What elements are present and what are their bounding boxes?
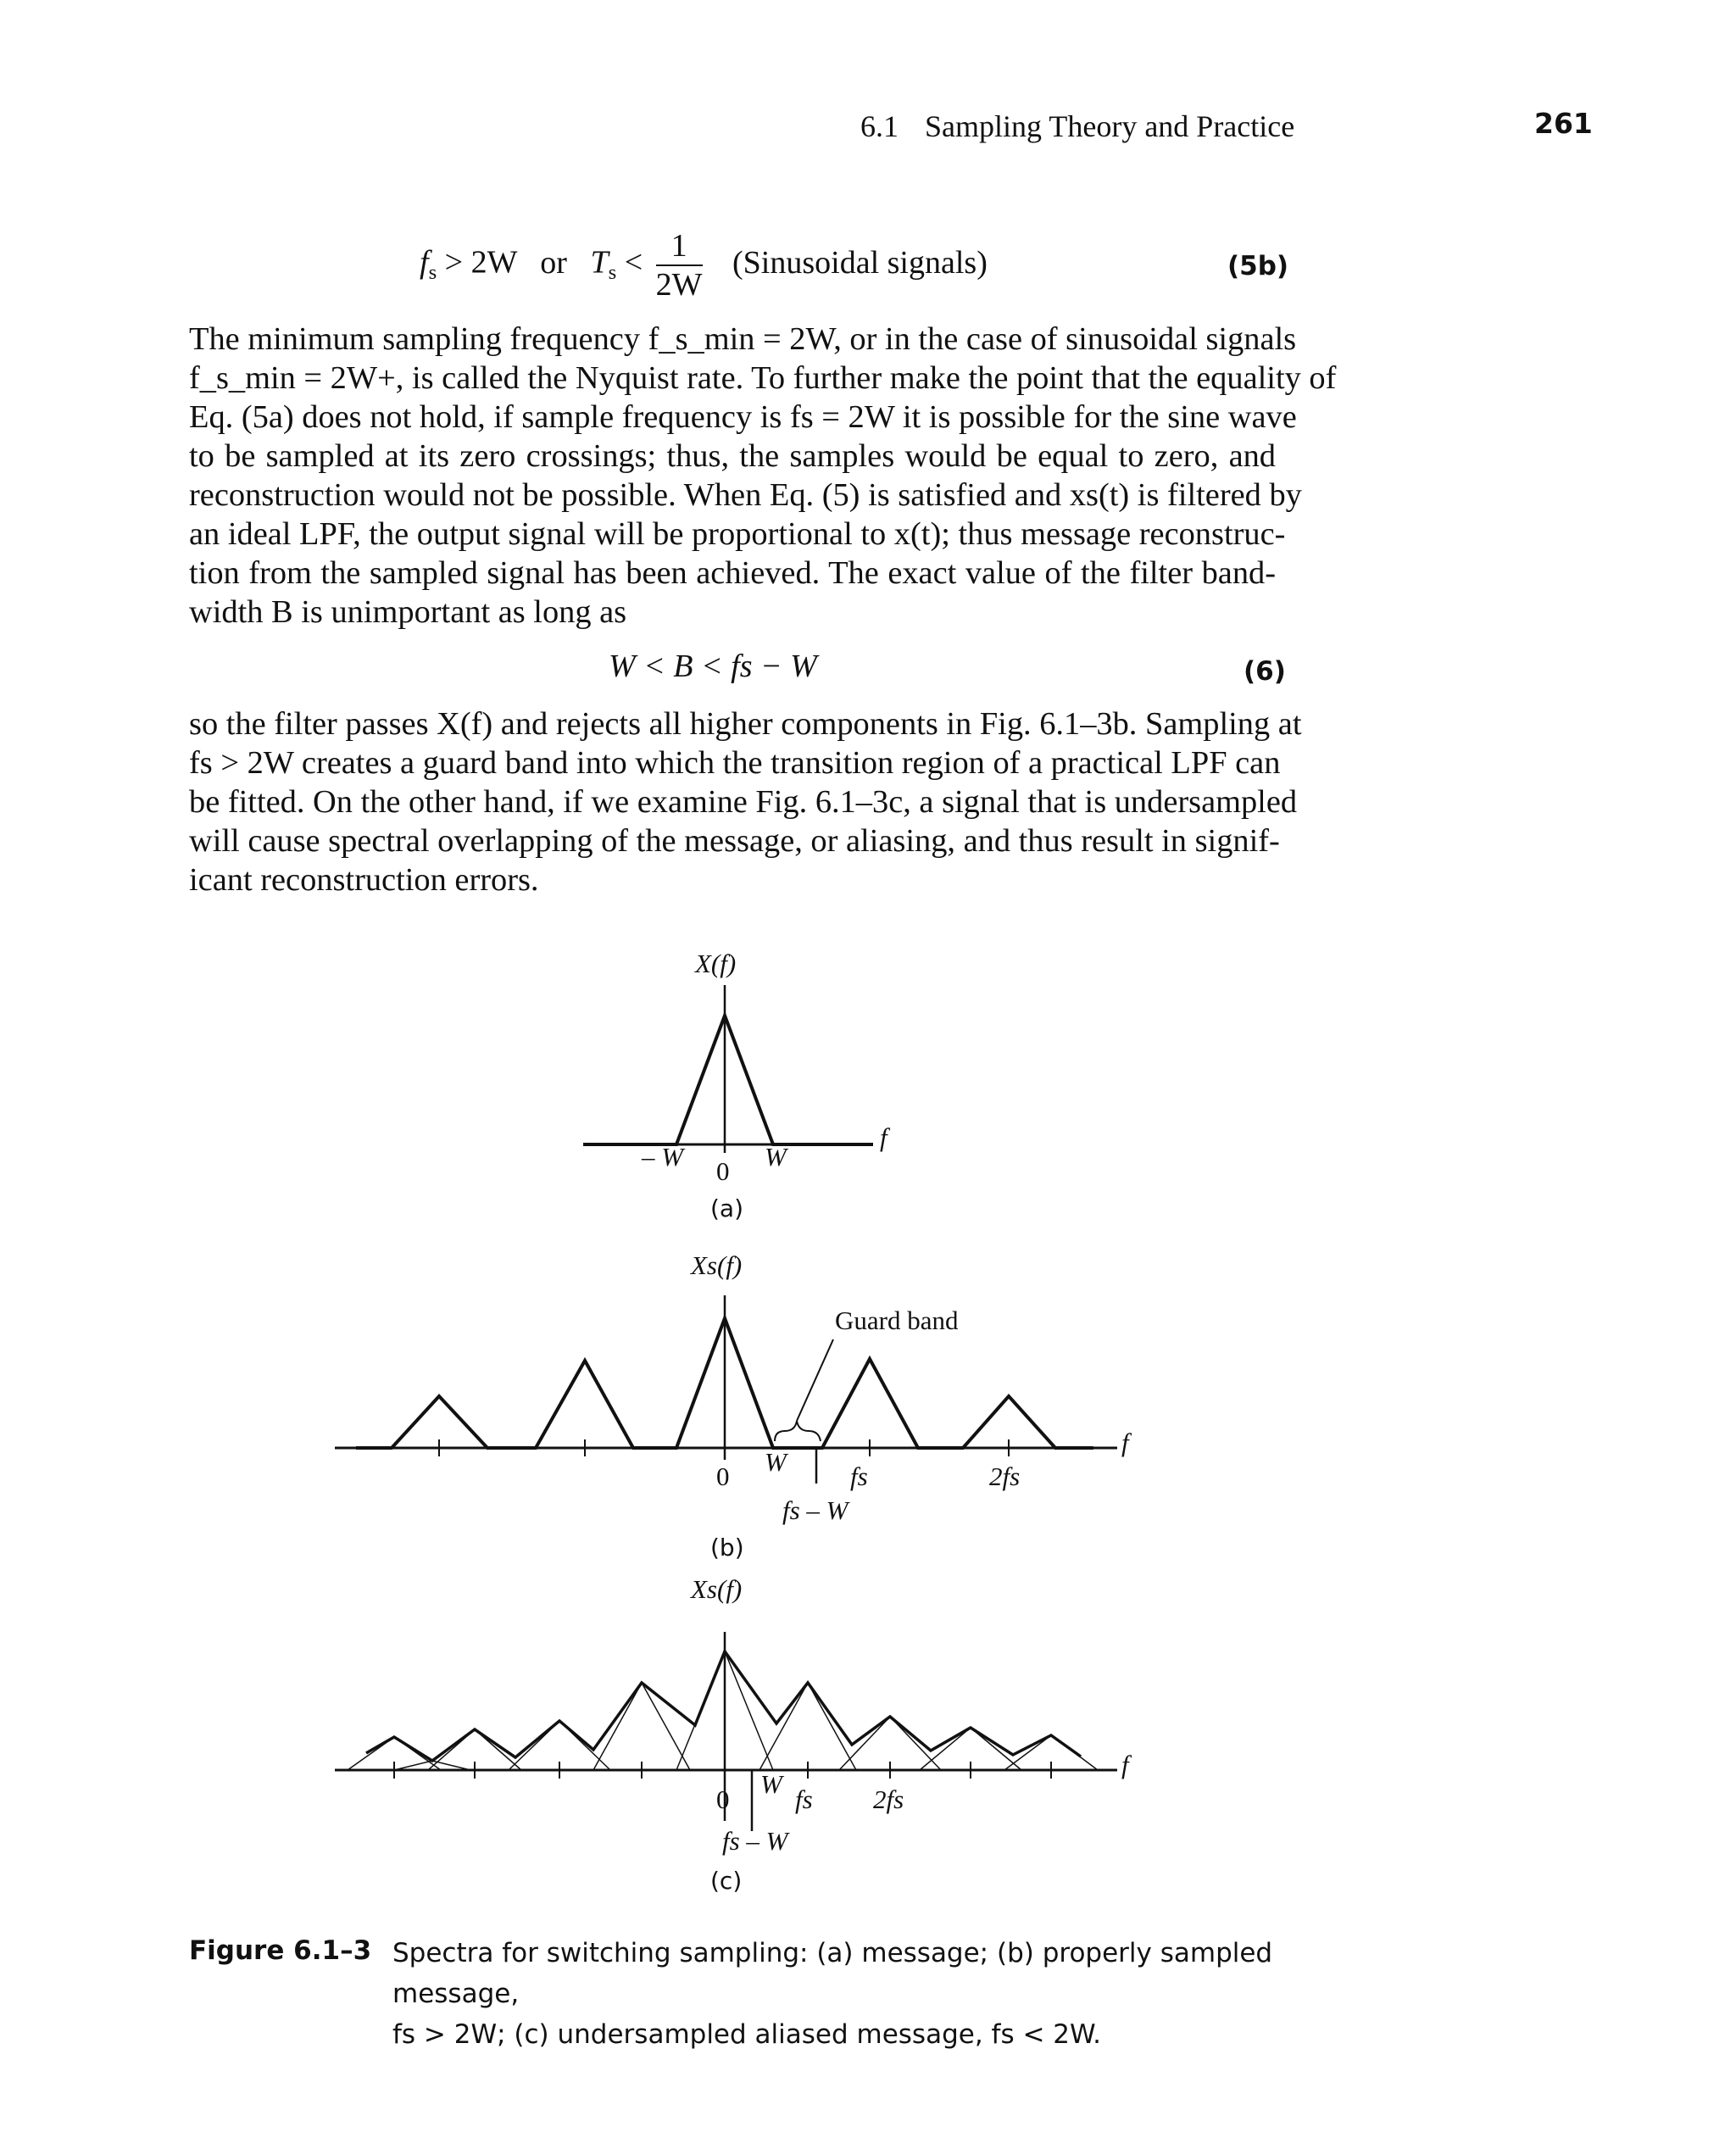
panel-c-tick-zero: 0 [716,1784,730,1814]
panel-b-spectrum [335,1295,1117,1484]
panel-b-tick-2fs: 2fs [989,1461,1021,1491]
panel-c-envelope [366,1651,1081,1761]
panel-b-caption: (b) [710,1534,744,1562]
panel-c-tick-2fs: 2fs [873,1784,904,1814]
panel-a-tick-zero: 0 [716,1156,730,1186]
figure-caption [392,1933,1278,2055]
para2-line: icant reconstruction errors. [189,862,539,898]
eq-T-sub: s [608,261,617,285]
eq-or: or [540,244,567,281]
equation-5b-label: (5b) [1227,251,1289,281]
panel-c-caption: (c) [710,1867,743,1895]
alias-triangle [593,1683,690,1770]
panel-c-ylabel: Xs(f) [691,1574,743,1604]
eq-T: T [590,244,609,281]
alias-triangle [760,1683,856,1770]
panel-c-component-triangles [348,1651,1098,1770]
panel-c-tick-fs: fs [795,1784,813,1814]
panel-a-caption: (a) [710,1194,744,1222]
para2-line: be fitted. On the other hand, if we examine Fig. 6.1–3c, a signal that is undersampled [189,784,1298,820]
eq-frac-den: 2W [655,267,703,303]
figure-caption-line: fs > 2W; (c) undersampled aliased message, fs < 2W. [392,2019,1101,2050]
para2-line: fs > 2W creates a guard band into which the transition region of a practical LPF can [189,745,1281,781]
panel-a-tick-neg-w: – W [642,1142,684,1172]
equation-6: W < B < fs − W [609,649,817,684]
guard-band-leader [797,1339,833,1421]
para1-line: Eq. (5a) does not hold, if sample frequency is fs = 2W it is possible for the sine wave [189,399,1297,435]
para2-line: will cause spectral overlapping of the message, or aliasing, and thus result in signif- [189,823,1280,859]
eq-frac-num: 1 [656,227,703,266]
panel-b-tick-fs-minus-w: fs – W [782,1495,849,1525]
para1-line: reconstruction would not be possible. When Eq. (5) is satisfied and xs(t) is filtered by [189,477,1302,513]
panel-c-tick-w: W [760,1769,782,1799]
para1-line: tion from the sampled signal has been achieved. The exact value of the filter band- [189,555,1276,591]
eq-fs: f [420,244,429,281]
panel-b-xaxis-label: f [1121,1428,1129,1457]
section-title: Sampling Theory and Practice [925,109,1295,143]
para1-line: f_s_min = 2W+, is called the Nyquist rate. To further make the point that the equality of [189,360,1337,396]
section-number: 6.1 [860,109,899,143]
panel-c-xaxis-label: f [1121,1750,1129,1779]
para1-line: an ideal LPF, the output signal will be proportional to x(t); thus message reconstruc- [189,516,1286,552]
panel-b-tick-zero: 0 [716,1461,730,1491]
panel-b-tick-fs: fs [850,1461,868,1491]
guard-band-label: Guard band [835,1306,959,1335]
para2-line: so the filter passes X(f) and rejects all higher components in Fig. 6.1–3b. Sampling at [189,706,1302,742]
para1-line: to be sampled at its zero crossings; thus, the samples would be equal to zero, and [189,438,1276,474]
panel-a-triangle [583,1016,873,1144]
figure-caption-line: Spectra for switching sampling: (a) message; (b) properly sampled message, [392,1938,1273,2009]
page-number: 261 [1534,107,1593,140]
figure-label: Figure 6.1–3 [189,1935,372,1966]
eq-gt-2w: > 2W [444,244,517,281]
panel-a-xaxis-label: f [880,1122,887,1152]
panel-a-spectrum [583,985,873,1153]
para1-line: The minimum sampling frequency f_s_min = 2W, or in the case of sinusoidal signals [189,321,1297,357]
guard-band-brace [775,1421,821,1441]
para1-line: width B is unimportant as long as [189,594,627,630]
panel-b-tick-w: W [765,1447,787,1477]
panel-a-ylabel: X(f) [695,949,737,978]
eq-lt: < [624,244,643,281]
eq-note: (Sinusoidal signals) [732,244,988,281]
equation-6-label: (6) [1244,656,1286,687]
eq-fs-sub: s [428,261,437,285]
panel-a-tick-w: W [765,1142,787,1172]
panel-b-ylabel: Xs(f) [691,1250,743,1280]
panel-c-tick-fs-minus-w: fs – W [722,1826,788,1856]
